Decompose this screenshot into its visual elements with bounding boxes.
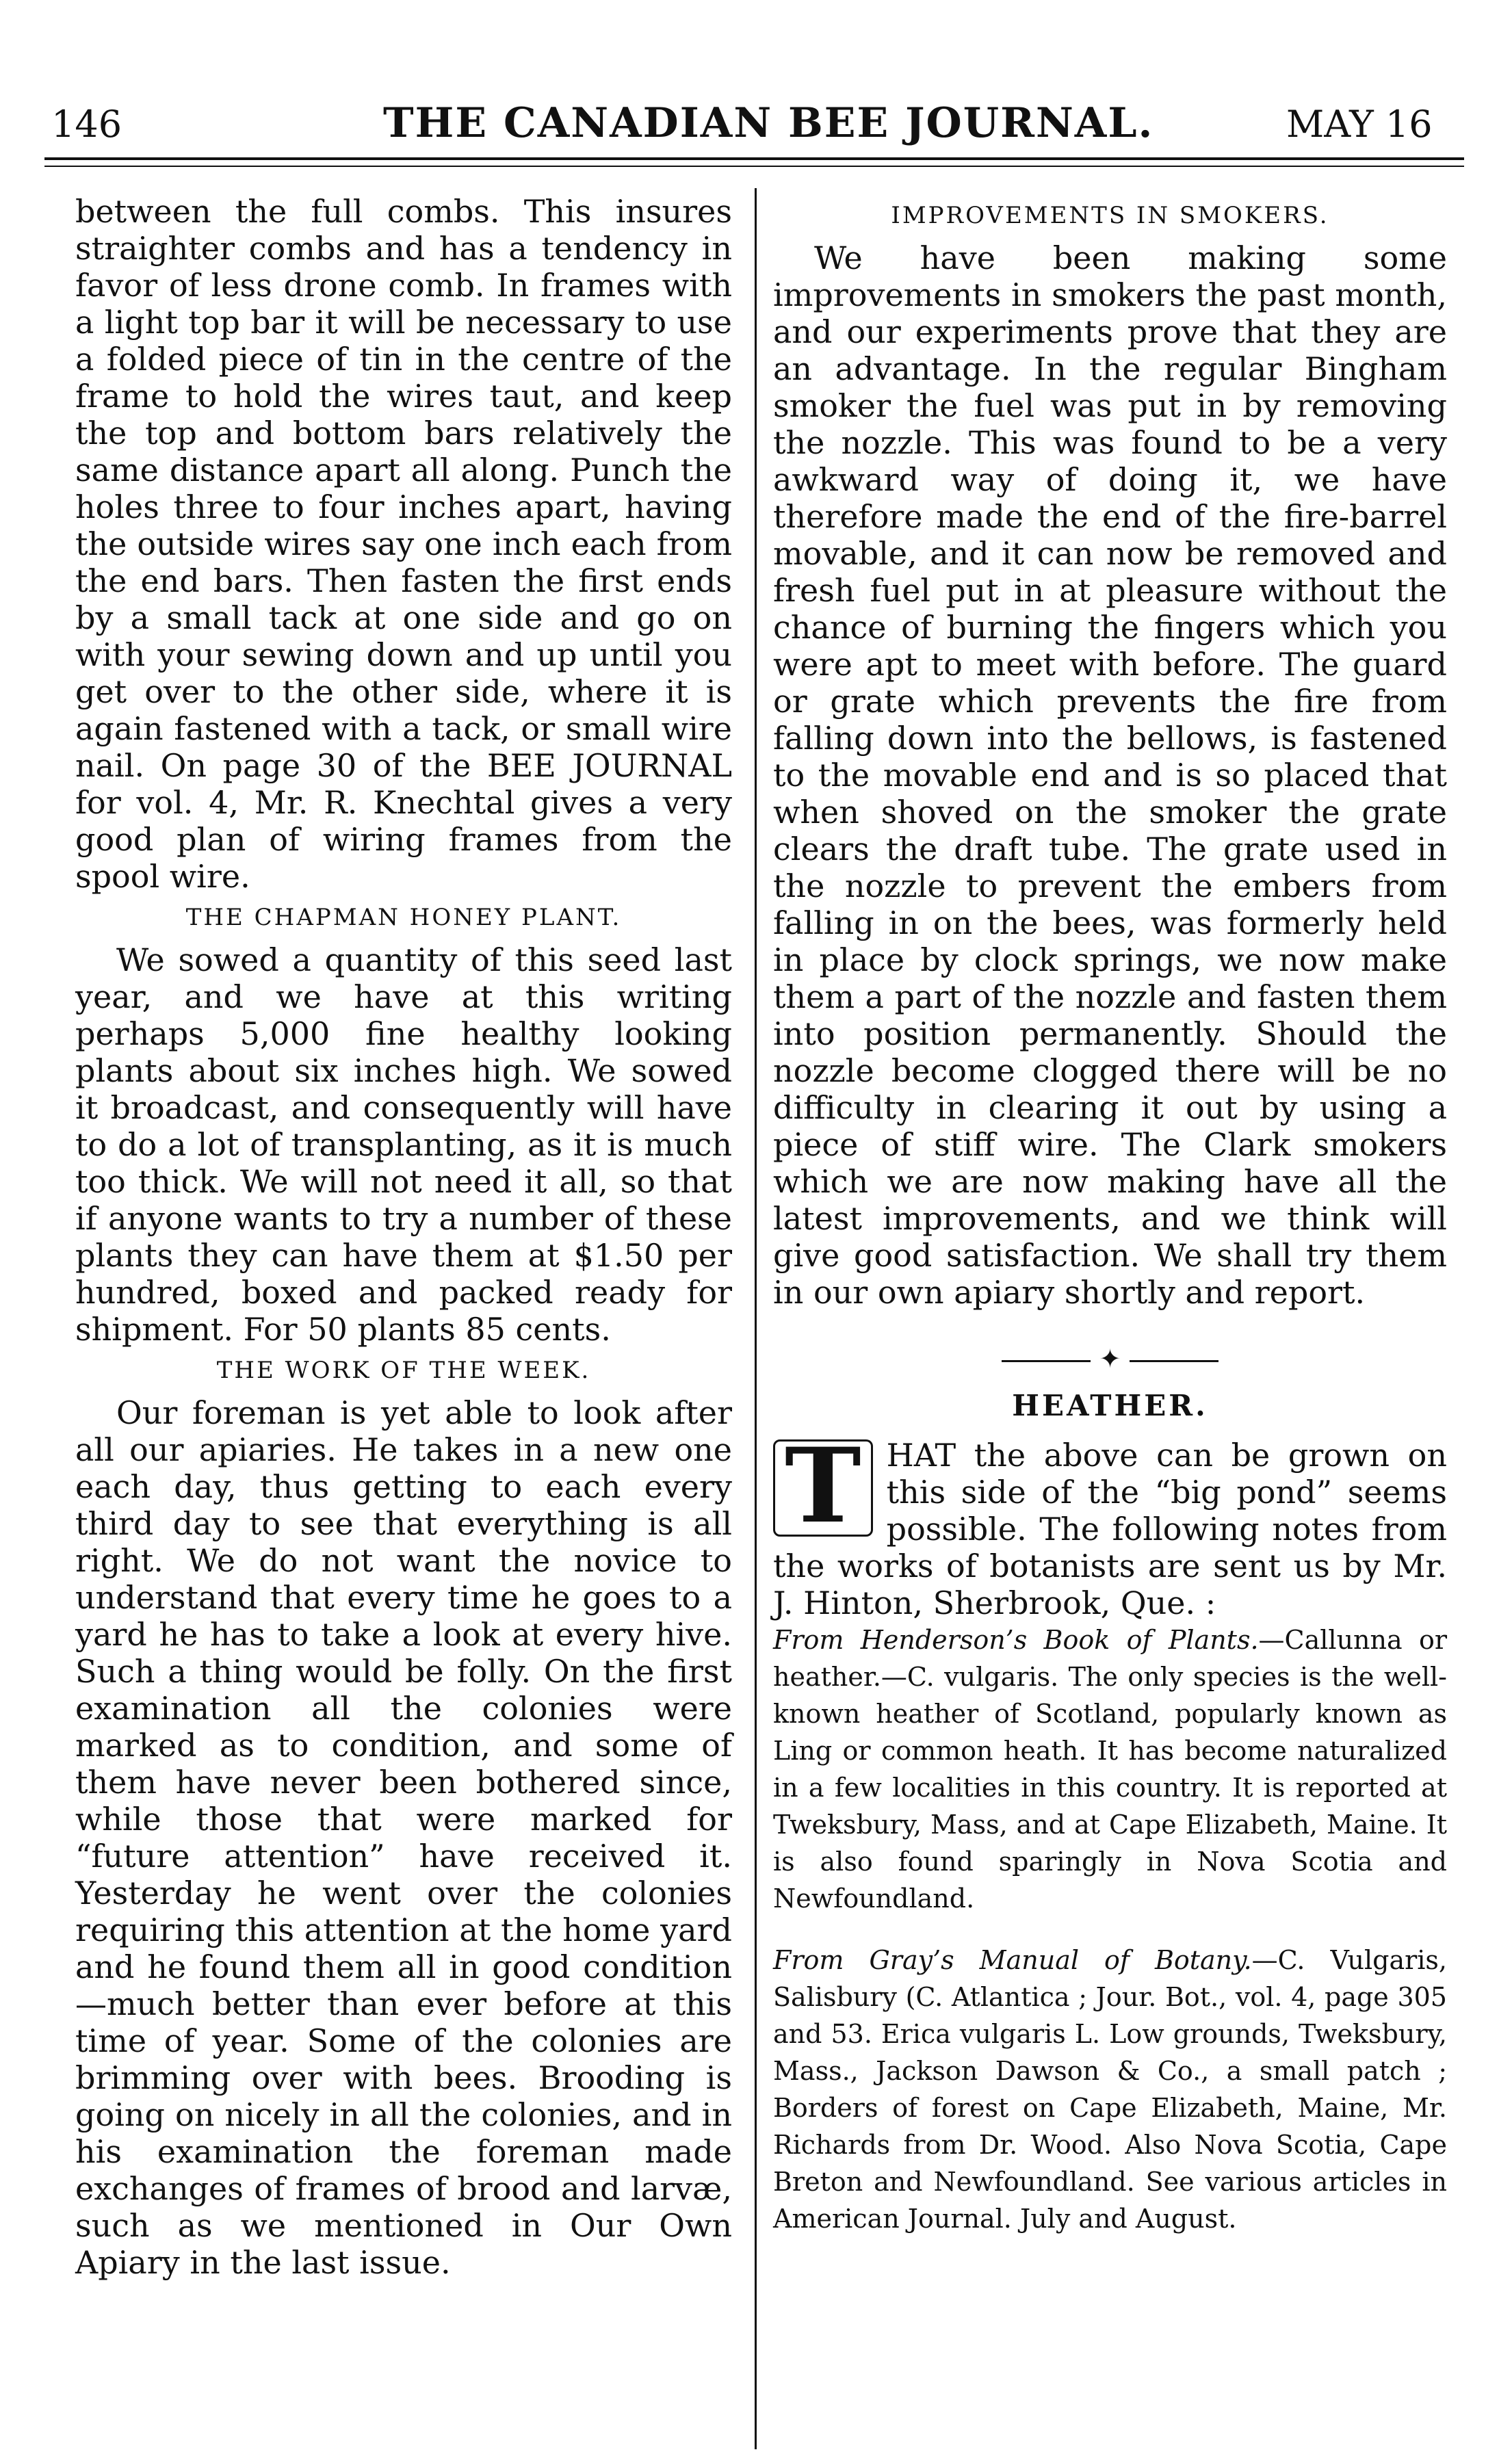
header-rule (44, 157, 1464, 160)
gray-quote-source: From Gray’s Manual of Botany. (773, 1945, 1252, 1975)
henderson-quote-source: From Henderson’s Book of Plants. (773, 1625, 1259, 1655)
henderson-quote-text: —Callunna or heather.—C. vulgaris. The only species is the well-known heather of Scotland, popularly known as Ling or common heath. It has become naturalized in a few localities in this country. It is reported at Tweksbury, Mass, and at Cape Elizabeth, Maine. It is also found sparingly in Nova Scotia and Newfoundland. (773, 1625, 1447, 1914)
gray-quote (773, 1942, 1447, 2237)
improvements-in-smokers-heading: IMPROVEMENTS IN SMOKERS. (891, 202, 1329, 229)
drop-cap: T (773, 1439, 873, 1537)
left-column (75, 193, 732, 2281)
ornament-line-left (1002, 1360, 1091, 1362)
header-rule-thin (44, 166, 1464, 167)
heather-intro-paragraph: HAT the above can be grown on this side of the “big pond” seems possible. The following notes from the works of botanists are sent us by Mr. J. Hinton, Sherbrook, Que. : (773, 1437, 1447, 1621)
page-number: 146 (51, 103, 122, 146)
column-divider (755, 188, 757, 2449)
henderson-quote (773, 1621, 1447, 1917)
work-of-the-week-paragraph: Our foreman is yet able to look after all our apiaries. He takes in a new one each day, thus getting to each every third day to see that everything is all right. We do not want the novice to understand that every time he goes to a yard he has to take a look at every hive. Such a thing would be folly. On the first examination all the colonies were marked as to condition, and some of them have never been bothered since, while those that were marked for “future attention” have received it. Yesterday he went over the colonies requiring this attention at the home yard and he found them all in good condition —much better than ever before at this time of year. Some of the colonies are brimming over with bees. Brooding is going on nicely in all the colonies, and in his examination the foreman made exchanges of frames of brood and larvæ, such as we mentioned in Our Own Apiary in the last issue. (75, 1394, 732, 2281)
journal-title: THE CANADIAN BEE JOURNAL. (383, 99, 1154, 147)
improvements-in-smokers-paragraph: We have been making some improvements in smokers the past month, and our experiments prove that they are an advantage. In the regular Bingham smoker the fuel was put in by removing the nozzle. This was found to be a very awkward way of doing it, we have therefore made the end of the fire-barrel movable, and it can now be removed and fresh fuel put in at pleasure without the chance of burning the fingers which you were apt to meet with before. The guard or grate which prevents the fire from falling down into the bellows, is fastened to the movable end and is so placed that when shoved on the smoker the grate clears the draft tube. The grate used in the nozzle to prevent the embers from falling in on the bees, was formerly held in place by clock springs, we now make them a part of the nozzle and fasten them into position permanently. Should the nozzle become clogged there will be no difficulty in clearing it out by using a piece of stiff wire. The Clark smokers which we are now making have all the latest improvements, and we think will give good satisfaction. We shall try them in our own apiary shortly and report. (773, 239, 1447, 1311)
heather-heading: HEATHER. (1012, 1389, 1208, 1422)
work-of-the-week-heading: THE WORK OF THE WEEK. (216, 1357, 591, 1384)
gray-quote-text: —C. Vulgaris, Salisbury (C. Atlantica ; Jour. Bot., vol. 4, page 305 and 53. Erica vulgaris L. Low grounds, Tweksbury, Mass., Jackson Dawson & Co., a small patch ; Borders of forest on Cape Elizabeth, Maine, Mr. Richards from Dr. Wood. Also Nova Scotia, Cape Breton and Newfoundland. See various articles in American Journal. July and August. (773, 1945, 1447, 2234)
page-header (0, 0, 1512, 164)
right-column (773, 193, 1447, 2237)
chapman-honey-plant-paragraph: We sowed a quantity of this seed last year, and we have at this writing perhaps 5,000 fine healthy looking plants about six inches high. We sowed it broadcast, and consequently will have to do a lot of transplanting, as it is much too thick. We will not need it all, so that if anyone wants to try a number of these plants they can have them at $1.50 per hundred, boxed and packed ready for shipment. For 50 plants 85 cents. (75, 941, 732, 1348)
wiring-frames-paragraph: between the full combs. This insures straighter combs and has a tendency in favor of less drone comb. In frames with a light top bar it will be necessary to use a folded piece of tin in the centre of the frame to hold the wires taut, and keep the top and bottom bars relatively the same distance apart all along. Punch the holes three to four inches apart, having the outside wires say one inch each from the end bars. Then fasten the first ends by a small tack at one side and go on with your sewing down and up until you get over to the other side, where it is again fastened with a tack, or small wire nail. On page 30 of the BEE JOURNAL for vol. 4, Mr. R. Knechtal gives a very good plan of wiring frames from the spool wire. (75, 193, 732, 895)
ornament-glyph-icon: ✦ (1099, 1344, 1121, 1374)
heather-intro (773, 1426, 1447, 1621)
ornament-line-right (1130, 1360, 1218, 1362)
chapman-honey-plant-heading: THE CHAPMAN HONEY PLANT. (185, 904, 622, 931)
section-ornament (773, 1345, 1447, 1372)
issue-date: MAY 16 (1286, 103, 1433, 146)
